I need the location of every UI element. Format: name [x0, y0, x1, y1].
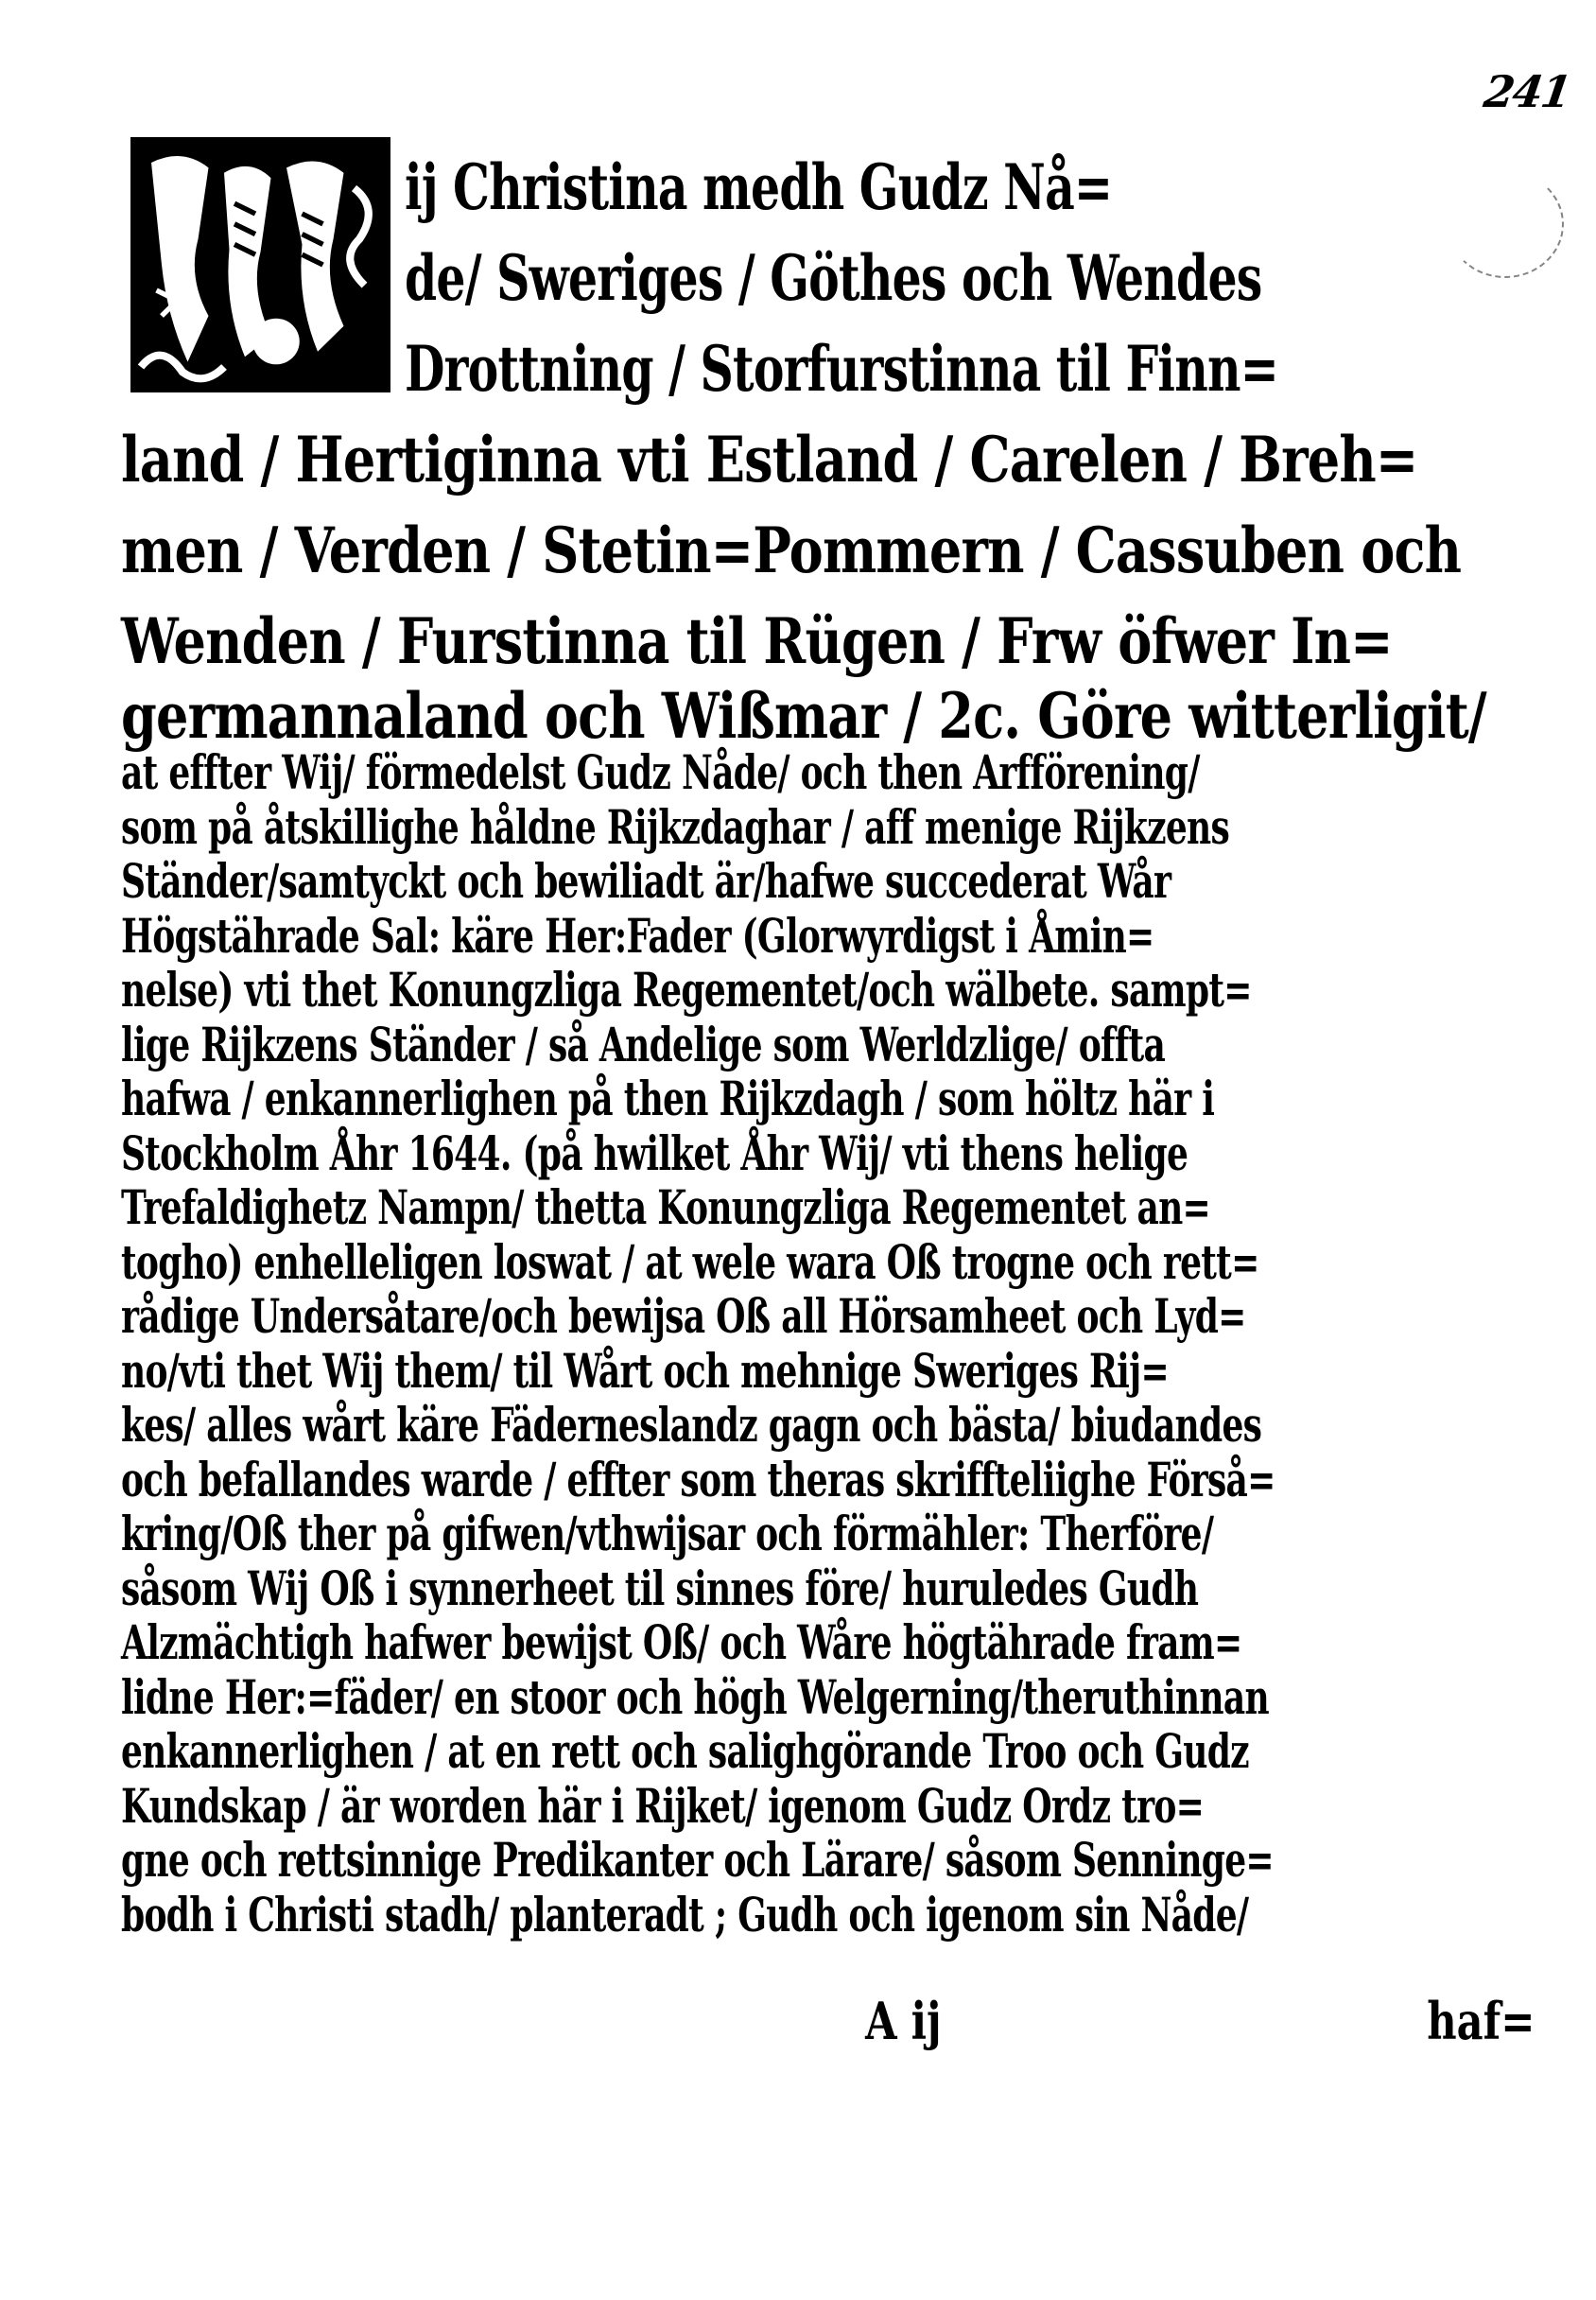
body-line: lidne Her:=fäder/ en stoor och högh Welgerning/theruthinnan [121, 1668, 1269, 1725]
page-number: 241 [1481, 66, 1573, 117]
signature-mark: A ij [865, 1991, 942, 2051]
body-line: togho) enhelleligen loswat / at wele wara Oß trogne och rett= [121, 1233, 1259, 1290]
body-line: nelse) vti thet Konungzliga Regementet/och wälbete. sampt= [121, 962, 1252, 1018]
opening-line: Drottning / Storfurstinna til Finn= [405, 332, 1278, 406]
page-footer [0, 1991, 1596, 2057]
body-line: hafwa / enkannerlighen på then Rijkzdagh / som höltz här i [121, 1071, 1215, 1126]
opening-line: ij Christina medh Gudz Nå= [405, 150, 1113, 224]
body-line: Stockholm Åhr 1644. (på hwilket Åhr Wij/ vti thens helige [121, 1124, 1188, 1181]
show-through-mark [1447, 170, 1564, 278]
body-line: Wenden / Furstinna til Rügen / Frw öfwer In= [121, 604, 1393, 678]
body-line: kring/Oß ther på gifwen/vthwijsar och förmähler: Therföre/ [121, 1506, 1214, 1561]
body-line: Trefaldighetz Nampn/ thetta Konungzliga Regementet an= [121, 1179, 1210, 1235]
body-line: no/vti thet Wij them/ til Wårt och mehnige Sweriges Rij= [121, 1342, 1169, 1399]
body-line: Kundskap / är worden här i Rijket/ igenom Gudz Ordz tro= [121, 1777, 1205, 1834]
body-line: lige Rijkzens Ständer / så Andelige som Werldzlige/ offta [121, 1016, 1166, 1072]
body-line: rådige Undersåtare/och bewijsa Oß all Hörsamheet och Lyd= [121, 1288, 1246, 1344]
body-line: som på åtskillighe håldne Rijkzdaghar / aff menige Rijkzens [121, 798, 1230, 855]
body-line: Alzmächtigh hafwer bewijst Oß/ och Wåre högtährade fram= [121, 1614, 1242, 1670]
body-line: gne och rettsinnige Predikanter och Lärare/ såsom Senninge= [121, 1832, 1274, 1888]
body-line: såsom Wij Oß i synnerheet til sinnes före/ huruledes Gudh [121, 1559, 1199, 1616]
proclamation-text [121, 142, 1486, 1943]
body-line: och befallandes warde / effter som theras skriffteliighe Förså= [121, 1451, 1275, 1507]
body-line: enkannerlighen / at en rett och salighgörande Troo och Gudz [121, 1723, 1249, 1779]
body-line: germannaland och Wißmar / 2c. Göre witterligit/ [121, 679, 1486, 753]
body-line: Högstährade Sal: käre Her:Fader (Glorwyrdigst i Åmin= [121, 907, 1154, 964]
body-line: bodh i Christi stadh/ planteradt ; Gudh och igenom sin Nåde/ [121, 1886, 1249, 1943]
body-line: men / Verden / Stetin=Pommern / Cassuben och [121, 514, 1462, 587]
body-line: land / Hertiginna vti Estland / Carelen / Breh= [121, 423, 1418, 497]
opening-line: de/ Sweriges / Göthes och Wendes [405, 241, 1262, 315]
body-line: kes/ alles wårt käre Fäderneslandz gagn och bästa/ biudandes [121, 1397, 1262, 1453]
body-line: Ständer/samtyckt och bewiliadt är/hafwe succederat Wår [121, 853, 1171, 909]
catchword: haf= [1427, 1991, 1535, 2051]
body-line: at effter Wij/ förmedelst Gudz Nåde/ och then Arfförening/ [121, 744, 1200, 800]
